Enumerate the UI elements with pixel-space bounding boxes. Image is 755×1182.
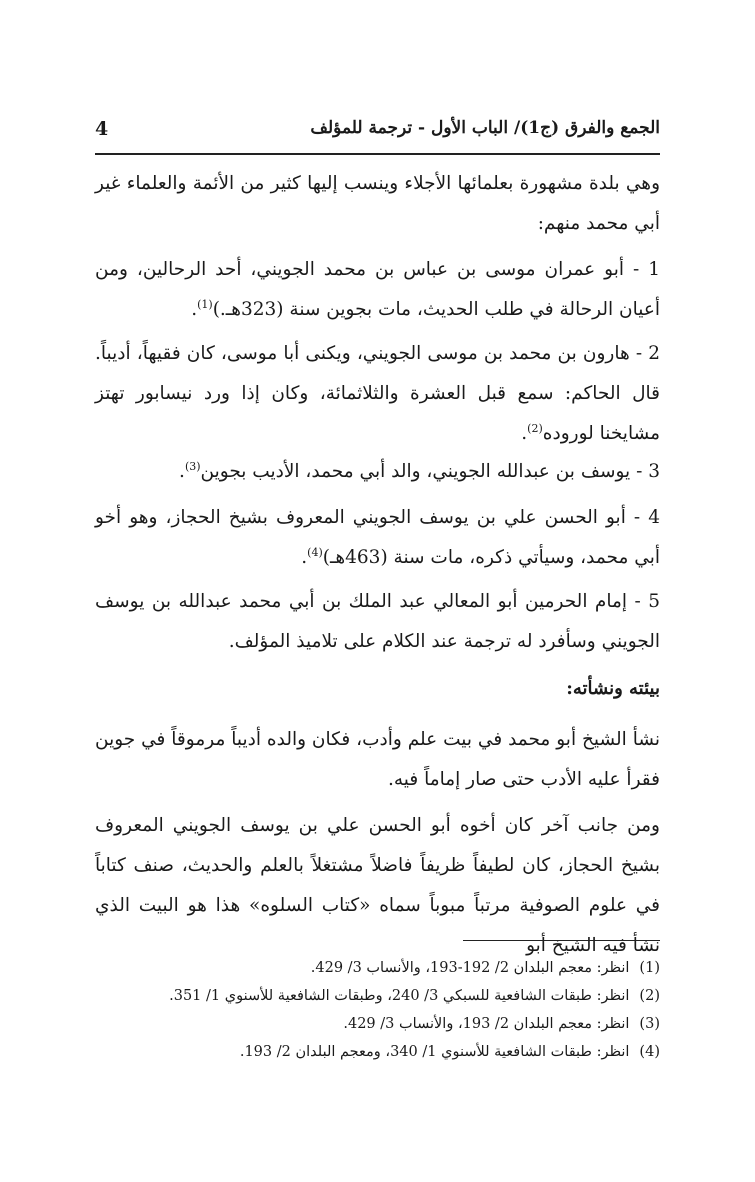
list-item-1-text: 1 - أبو عمران موسى بن عباس بن محمد الجويني، أحد الرحالين، ومن أعيان الرحالة في طلب الحديث، مات بجوين سنة (323هـ.)	[95, 259, 660, 320]
footnote-ref-2: (2)	[527, 421, 543, 435]
footnote-4	[240, 1039, 660, 1065]
list-item-5: 5 - إمام الحرمين أبو المعالي عبد الملك بن أبي محمد عبدالله بن يوسف الجويني وسأفرد له ترجمة عند الكلام على تلاميذ المؤلف.	[95, 591, 660, 652]
section-paragraph-1: نشأ الشيخ أبو محمد في بيت علم وأدب، فكان والده أديباً مرموقاً في جوين فقرأ عليه الأدب حتى صار إماماً فيه.	[95, 729, 660, 790]
list-item-2: 2 - هارون بن محمد بن موسى الجويني، ويكنى أبا موسى، كان فقيهاً، أديباً. قال الحاكم: سمع قبل العشرة والثلاثمائة، وكان إذا ورد نيسابور تهتز مشايخنا لوروده$^{(2)}$.	[95, 343, 660, 444]
list-item-3: 3 - يوسف بن عبدالله الجويني، والد أبي محمد، الأديب بجوين$^{(3)}$.	[179, 459, 660, 482]
footnote-3-text: انظر: معجم البلدان 2/ 193، والأنساب 3/ 429.	[343, 1016, 630, 1032]
footnote-4-text: انظر: طبقات الشافعية للأسنوي 1/ 340، ومعجم البلدان 2/ 193.	[239, 1044, 630, 1060]
section-heading: بيئته ونشأته:	[566, 678, 660, 699]
footnote-1	[311, 955, 660, 981]
footnote-3	[343, 1011, 660, 1037]
page-number: 4	[95, 118, 109, 140]
header-rule	[95, 153, 660, 155]
section-paragraph-2: ومن جانب آخر كان أخوه أبو الحسن علي بن يوسف الجويني المعروف بشيخ الحجاز، كان لطيفاً ظريفاً فاضلاً مشتغلاً بالعلم والحديث، صنف كتاباً في علوم الصوفية مرتباً مبوباً سماه «كتاب السلوه» هذا هو البيت الذي نشأ فيه الشيخ أبو	[95, 815, 660, 956]
list-item-4-text: 4 - أبو الحسن علي بن يوسف الجويني المعروف بشيخ الحجاز، وهو أخو أبي محمد، وسيأتي ذكره، مات سنة (463هـ)	[95, 507, 660, 568]
footnote-2-text: انظر: طبقات الشافعية للسبكي 3/ 240، وطبقات الشافعية للأسنوي 1/ 351.	[169, 988, 630, 1004]
running-title: الجمع والفرق (ج1)/ الباب الأول - ترجمة للمؤلف	[310, 118, 660, 138]
running-header	[95, 116, 660, 150]
footnote-1-number: (1)	[639, 960, 660, 976]
footnote-ref-1: (1)	[197, 297, 213, 311]
list-item-1: 1 - أبو عمران موسى بن عباس بن محمد الجويني، أحد الرحالين، ومن أعيان الرحالة في طلب الحديث، مات بجوين سنة (323هـ.)$^{(1)}$.	[95, 259, 660, 320]
footnote-ref-4: (4)	[307, 545, 323, 559]
intro-paragraph: وهي بلدة مشهورة بعلمائها الأجلاء وينسب إليها كثير من الأئمة والعلماء غير أبي محمد منهم:	[95, 173, 660, 234]
footnote-rule	[463, 940, 660, 941]
list-item-2-text: 2 - هارون بن محمد بن موسى الجويني، ويكنى أبا موسى، كان فقيهاً، أديباً. قال الحاكم: سمع قبل العشرة والثلاثمائة، وكان إذا ورد نيسابور تهتز مشايخنا لوروده	[95, 343, 660, 444]
list-item-3-text: 3 - يوسف بن عبدالله الجويني، والد أبي محمد، الأديب بجوين	[200, 461, 660, 482]
footnote-4-number: (4)	[639, 1044, 660, 1060]
footnote-2	[169, 983, 660, 1009]
footnote-1-text: انظر: معجم البلدان 2/ 192-193، والأنساب 3/ 429.	[310, 960, 630, 976]
footnote-3-number: (3)	[639, 1016, 660, 1032]
footnote-2-number: (2)	[639, 988, 660, 1004]
footnote-ref-3: (3)	[184, 459, 201, 473]
list-item-4: 4 - أبو الحسن علي بن يوسف الجويني المعروف بشيخ الحجاز، وهو أخو أبي محمد، وسيأتي ذكره، مات سنة (463هـ)$^{(4)}$.	[95, 507, 660, 568]
